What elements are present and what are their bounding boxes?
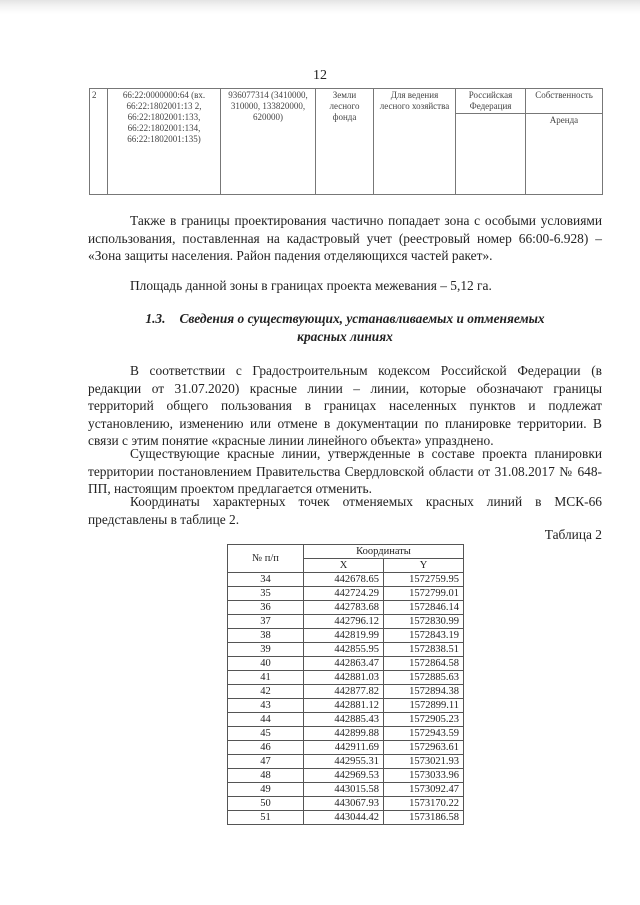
table-row xyxy=(228,573,464,587)
land-plot-table xyxy=(89,88,603,195)
table-row xyxy=(228,629,464,643)
table-row xyxy=(228,741,464,755)
coord-x: 442877.82 xyxy=(304,685,384,699)
table-caption: Таблица 2 xyxy=(544,527,602,542)
table-row xyxy=(228,797,464,811)
coord-x: 442885.43 xyxy=(304,713,384,727)
col-header-number: № п/п xyxy=(228,545,304,573)
coord-y: 1572759.95 xyxy=(384,573,464,587)
land-category: Земли лесного фонда xyxy=(316,89,374,195)
point-number: 40 xyxy=(228,657,304,671)
paragraph-existing-lines: Существующие красные линии, утвержденные в составе проекта планировки территории постановлением Правительства Свердловской области от 31.08.2017 № 648-ПП, настоящим проектом предлагается отменить. xyxy=(88,446,602,496)
coord-y: 1572838.51 xyxy=(384,643,464,657)
point-number: 49 xyxy=(228,783,304,797)
section-number: 1.3. xyxy=(145,311,166,326)
coord-y: 1572830.99 xyxy=(384,615,464,629)
point-number: 38 xyxy=(228,629,304,643)
coord-x: 442881.12 xyxy=(304,699,384,713)
coord-y: 1573092.47 xyxy=(384,783,464,797)
coord-x: 442969.53 xyxy=(304,769,384,783)
point-number: 37 xyxy=(228,615,304,629)
coord-x: 442724.29 xyxy=(304,587,384,601)
permitted-use: Для ведения лесного хозяйства xyxy=(374,89,456,195)
owner-empty xyxy=(456,114,526,195)
col-header-coords: Координаты xyxy=(304,545,464,559)
coord-y: 1572894.38 xyxy=(384,685,464,699)
coord-y: 1572905.23 xyxy=(384,713,464,727)
plot-number: 2 xyxy=(90,89,108,195)
col-header-x: X xyxy=(304,559,384,573)
coord-x: 442855.95 xyxy=(304,643,384,657)
point-number: 34 xyxy=(228,573,304,587)
table-row xyxy=(228,601,464,615)
coord-y: 1572899.11 xyxy=(384,699,464,713)
coord-x: 443015.58 xyxy=(304,783,384,797)
paragraph-zone-area: Площадь данной зоны в границах проекта межевания – 5,12 га. xyxy=(130,278,492,293)
table-row xyxy=(228,783,464,797)
table-row xyxy=(228,811,464,825)
coord-y: 1573033.96 xyxy=(384,769,464,783)
coord-y: 1572846.14 xyxy=(384,601,464,615)
point-number: 51 xyxy=(228,811,304,825)
point-number: 42 xyxy=(228,685,304,699)
right-type-lease: Аренда xyxy=(526,114,603,195)
coord-y: 1572943.59 xyxy=(384,727,464,741)
page-number: 12 xyxy=(313,68,327,83)
owner: Российская Федерация xyxy=(456,89,526,114)
right-type-ownership: Собственность xyxy=(526,89,603,114)
table-row xyxy=(228,727,464,741)
coordinates-table xyxy=(227,544,464,825)
table-row xyxy=(228,587,464,601)
table-row xyxy=(228,699,464,713)
table-row xyxy=(228,769,464,783)
coord-y: 1572864.58 xyxy=(384,657,464,671)
coord-x: 442881.03 xyxy=(304,671,384,685)
point-number: 50 xyxy=(228,797,304,811)
scan-edge xyxy=(0,0,640,14)
section-title-line2: красных линиях xyxy=(297,328,393,344)
paragraph-coordinates: Координаты характерных точек отменяемых красных линий в МСК-66 представлены в таблице 2. xyxy=(88,494,602,527)
coord-x: 442819.99 xyxy=(304,629,384,643)
table-row xyxy=(228,755,464,769)
table-row xyxy=(228,685,464,699)
point-number: 45 xyxy=(228,727,304,741)
coord-x: 442955.31 xyxy=(304,755,384,769)
coord-y: 1573186.58 xyxy=(384,811,464,825)
coord-y: 1572799.01 xyxy=(384,587,464,601)
coord-y: 1573021.93 xyxy=(384,755,464,769)
point-number: 47 xyxy=(228,755,304,769)
col-header-y: Y xyxy=(384,559,464,573)
table-row xyxy=(228,643,464,657)
plot-area: 936077314 (3410000, 310000, 133820000, 620000) xyxy=(221,89,316,195)
table-row xyxy=(90,89,603,114)
coord-y: 1573170.22 xyxy=(384,797,464,811)
paragraph-red-lines: В соответствии с Градостроительным кодексом Российской Федерации (в редакции от 31.07.2020) красные линии – линии, которые обозначают границы территорий общего пользования в границах населенных пунктов и подлежат установлению, изменению или отмене в документации по планировке территории. В связи с этим понятие «красные линии линейного объекта» упразднено. xyxy=(88,363,602,448)
coord-x: 442863.47 xyxy=(304,657,384,671)
coord-y: 1572885.63 xyxy=(384,671,464,685)
table-row xyxy=(228,615,464,629)
coord-x: 442783.68 xyxy=(304,601,384,615)
coord-x: 442899.88 xyxy=(304,727,384,741)
table-row xyxy=(228,657,464,671)
point-number: 43 xyxy=(228,699,304,713)
point-number: 35 xyxy=(228,587,304,601)
point-number: 39 xyxy=(228,643,304,657)
coord-x: 443044.42 xyxy=(304,811,384,825)
section-heading xyxy=(88,310,602,345)
point-number: 36 xyxy=(228,601,304,615)
point-number: 41 xyxy=(228,671,304,685)
coord-y: 1572843.19 xyxy=(384,629,464,643)
table-row xyxy=(228,671,464,685)
cadastral-number: 66:22:0000000:64 (вх. 66:22:1802001:13 2, 66:22:1802001:133, 66:22:1802001:134, 66:22:1802001:135) xyxy=(108,89,221,195)
coord-y: 1572963.61 xyxy=(384,741,464,755)
point-number: 46 xyxy=(228,741,304,755)
coord-x: 442796.12 xyxy=(304,615,384,629)
coord-x: 443067.93 xyxy=(304,797,384,811)
table-row xyxy=(228,713,464,727)
coord-x: 442678.65 xyxy=(304,573,384,587)
paragraph-zone: Также в границы проектирования частично попадает зона с особыми условиями использования, поставленная на кадастровый учет (реестровый номер 66:00-6.928) – «Зона защиты населения. Район падения отделяющихся частей ракет». xyxy=(88,213,602,263)
point-number: 48 xyxy=(228,769,304,783)
section-title-line1: Сведения о существующих, устанавливаемых и отменяемых xyxy=(179,311,545,326)
point-number: 44 xyxy=(228,713,304,727)
coord-x: 442911.69 xyxy=(304,741,384,755)
